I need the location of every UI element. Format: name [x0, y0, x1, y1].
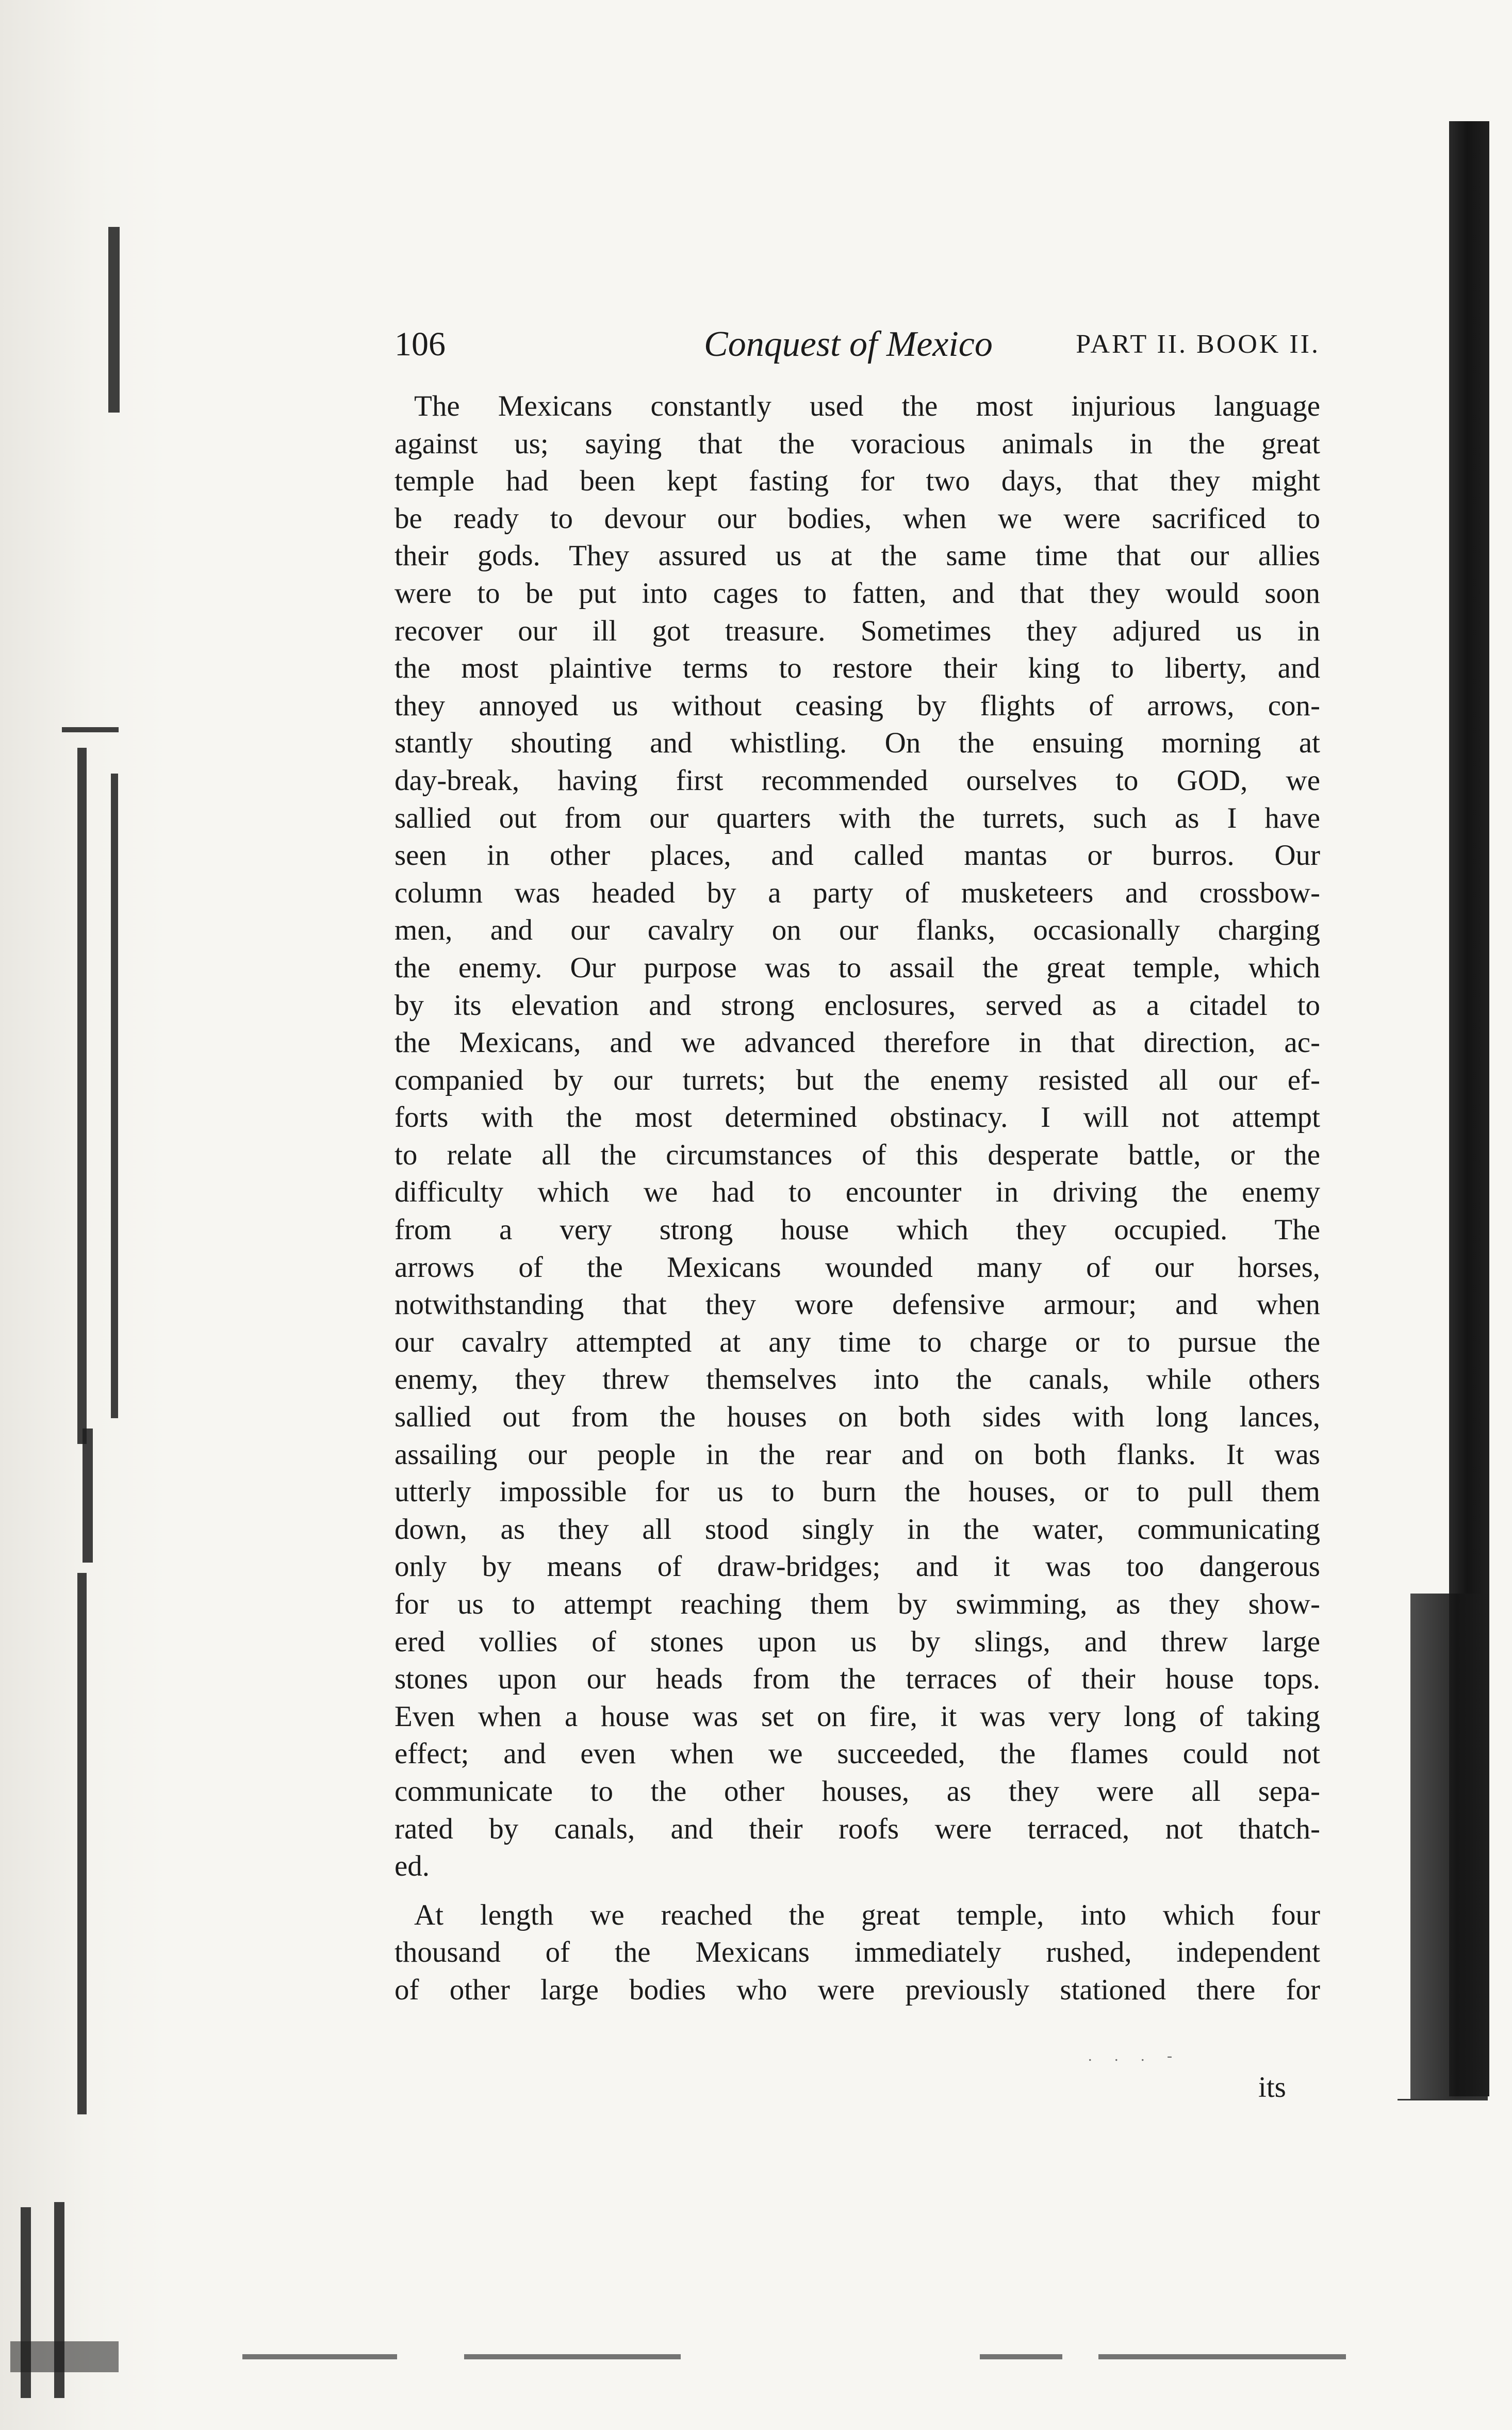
text-line: assailing our people in the rear and on both flanks. It was	[395, 1438, 1320, 1471]
text-line: forts with the most determined obstinacy. I will not attempt	[395, 1101, 1320, 1134]
body-text	[395, 388, 1320, 2009]
scan-speckle	[464, 2354, 681, 2359]
text-line: sallied out from the houses on both sides with long lances,	[395, 1401, 1320, 1434]
scan-speckle: . . . -	[1088, 2047, 1181, 2064]
text-line: be ready to devour our bodies, when we were sacrificed to	[395, 502, 1320, 535]
text-line: the enemy. Our purpose was to assail the great temple, which	[395, 951, 1320, 984]
text-line: day-break, having first recommended ourselves to GOD, we	[395, 764, 1320, 797]
text-line: their gods. They assured us at the same time that our allies	[395, 539, 1320, 572]
text-line: sallied out from our quarters with the turrets, such as I have	[395, 801, 1320, 834]
binding-shadow-mark	[62, 727, 119, 732]
edge-rule	[1398, 2099, 1488, 2100]
text-line: of other large bodies who were previously stationed there for	[395, 1973, 1320, 2006]
text-line: ed.	[395, 1850, 430, 1883]
catchword: its	[1258, 2071, 1286, 2104]
text-line: column was headed by a party of musketeers and crossbow-	[395, 876, 1320, 909]
scan-speckle	[1098, 2354, 1346, 2359]
text-line: The Mexicans constantly used the most injurious language	[414, 390, 1320, 422]
text-line: enemy, they threw themselves into the canals, while others	[395, 1363, 1320, 1396]
text-line: notwithstanding that they wore defensive armour; and when	[395, 1288, 1320, 1321]
text-line: recover our ill got treasure. Sometimes they adjured us in	[395, 614, 1320, 647]
text-line: difficulty which we had to encounter in driving the enemy	[395, 1176, 1320, 1209]
text-line: At length we reached the great temple, into which four	[414, 1898, 1320, 1931]
page-binding-edge	[0, 0, 170, 2430]
text-line: for us to attempt reaching them by swimming, as they show-	[395, 1588, 1320, 1620]
scan-speckle	[980, 2354, 1062, 2359]
text-line: temple had been kept fasting for two days, that they might	[395, 465, 1320, 498]
text-line: were to be put into cages to fatten, and that they would soon	[395, 577, 1320, 610]
binding-shadow-mark	[111, 774, 118, 1418]
text-line: by its elevation and strong enclosures, served as a citadel to	[395, 989, 1320, 1022]
page-right-edge-shadow	[1410, 1594, 1488, 2099]
text-line: thousand of the Mexicans immediately rushed, independent	[395, 1936, 1320, 1969]
text-line: Even when a house was set on fire, it was very long of taking	[395, 1700, 1320, 1733]
text-line: seen in other places, and called mantas or burros. Our	[395, 839, 1320, 872]
text-line: utterly impossible for us to burn the houses, or to pull them	[395, 1475, 1320, 1508]
text-line: our cavalry attempted at any time to charge or to pursue the	[395, 1325, 1320, 1358]
text-line: ered vollies of stones upon us by slings, and threw large	[395, 1625, 1320, 1658]
text-line: effect; and even when we succeeded, the flames could not	[395, 1737, 1320, 1770]
page-number: 106	[395, 325, 446, 363]
binding-shadow-mark	[10, 2341, 119, 2372]
paragraph-gap	[395, 1885, 1320, 1897]
binding-shadow-mark	[108, 227, 120, 413]
text-line: men, and our cavalry on our flanks, occasionally charging	[395, 914, 1320, 947]
scan-speckle	[242, 2354, 397, 2359]
text-line: from a very strong house which they occupied. The	[395, 1213, 1320, 1246]
text-line: down, as they all stood singly in the water, communicating	[395, 1513, 1320, 1546]
binding-shadow-mark	[77, 748, 87, 1444]
text-line: companied by our turrets; but the enemy resisted all our ef-	[395, 1063, 1320, 1096]
text-line: the most plaintive terms to restore their king to liberty, and	[395, 652, 1320, 685]
text-line: arrows of the Mexicans wounded many of our horses,	[395, 1251, 1320, 1284]
text-line: the Mexicans, and we advanced therefore in that direction, ac-	[395, 1026, 1320, 1059]
text-line: communicate to the other houses, as they were all sepa-	[395, 1775, 1320, 1808]
text-line: against us; saying that the voracious animals in the great	[395, 427, 1320, 460]
text-line: stantly shouting and whistling. On the ensuing morning at	[395, 727, 1320, 760]
text-line: they annoyed us without ceasing by flights of arrows, con-	[395, 689, 1320, 722]
running-head	[395, 319, 1320, 370]
binding-shadow-mark	[83, 1429, 93, 1563]
text-line: to relate all the circumstances of this desperate battle, or the	[395, 1138, 1320, 1171]
text-line: only by means of draw-bridges; and it was too dangerous	[395, 1550, 1320, 1583]
binding-shadow-mark	[77, 1573, 87, 2114]
part-book-label: PART II. BOOK II.	[1076, 330, 1320, 359]
text-line: stones upon our heads from the terraces of their house tops.	[395, 1663, 1320, 1696]
running-title: Conquest of Mexico	[704, 324, 993, 364]
text-line: rated by canals, and their roofs were terraced, not thatch-	[395, 1812, 1320, 1845]
